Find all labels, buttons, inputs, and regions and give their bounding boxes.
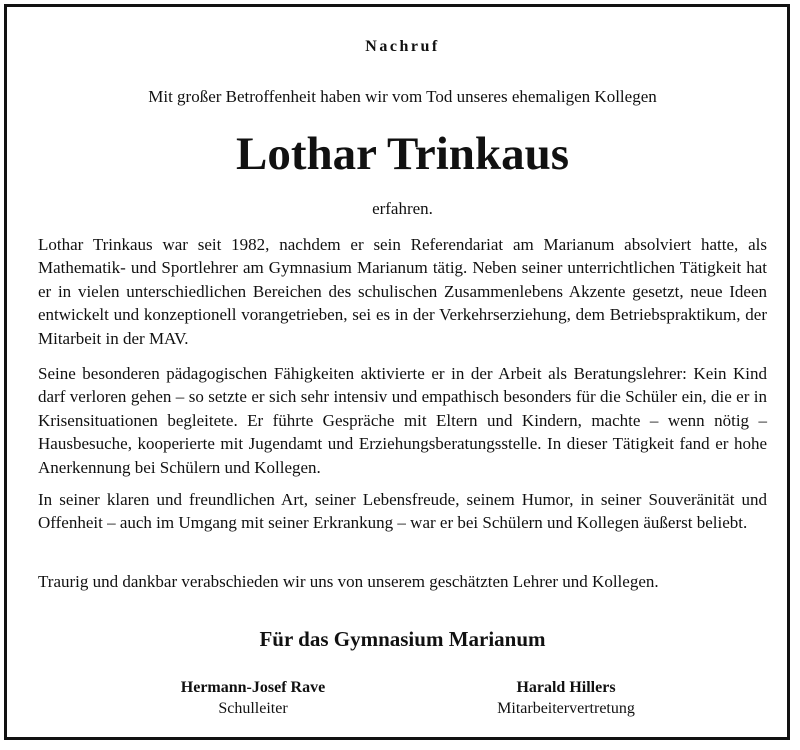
paragraph-career: Lothar Trinkaus war seit 1982, nachdem er sein Referendariat am Marianum absolviert hatte, als Mathematik- und Sportlehrer am Gymnasium Marianum tätig. Neben seiner unterrichtlichen Tätigkeit hat er in vielen unterschiedlichen Bereichen des schulischen Zusammenlebens Akzente gesetzt, neue Ideen entwickelt und konzeptionell vorangetrieben, sei es in der Verkehrserziehung, dem Betriebspraktikum, der Mitarbeit in der MAV. — [38, 235, 767, 348]
signatory-staff-representative — [436, 677, 696, 719]
obituary-frame — [4, 4, 790, 740]
obituary-heading: Nachruf — [365, 38, 440, 55]
signatory-role: Mitarbeitervertretung — [497, 700, 635, 717]
signatory-role: Schulleiter — [218, 700, 288, 717]
signatory-principal — [123, 677, 383, 719]
paragraph-counseling: Seine besonderen pädagogischen Fähigkeiten aktivierte er in der Arbeit als Beratungslehrer: Kein Kind darf verloren gehen – so setzte er sich sehr intensiv und empathisch besonders für die Schüler ein, die er in Krisensituationen begleitete. Er führte Gespräche mit Eltern und Kindern, machte – wenn nötig – Hausbesuche, kooperierte mit Jugendamt und Erziehungsberatungsstelle. In dieser Tätigkeit fand er hohe Anerkennung bei Schülern und Kollegen. — [38, 364, 767, 477]
paragraph-farewell: Traurig und dankbar verabschieden wir uns von unserem geschätzten Lehrer und Kollegen. — [38, 572, 659, 591]
closing-line: Für das Gymnasium Marianum — [259, 627, 546, 651]
deceased-name: Lothar Trinkaus — [235, 128, 570, 180]
intro-continuation: erfahren. — [372, 199, 433, 218]
signatory-name: Harald Hillers — [516, 679, 616, 696]
intro-line: Mit großer Betroffenheit haben wir vom Tod unseres ehemaligen Kollegen — [148, 87, 657, 106]
signatory-name: Hermann-Josef Rave — [180, 679, 326, 696]
paragraph-personality: In seiner klaren und freundlichen Art, seiner Lebensfreude, seinem Humor, in seiner Souveränität und Offenheit – auch im Umgang mit seiner Erkrankung – war er bei Schülern und Kollegen äußerst beliebt. — [38, 490, 767, 533]
